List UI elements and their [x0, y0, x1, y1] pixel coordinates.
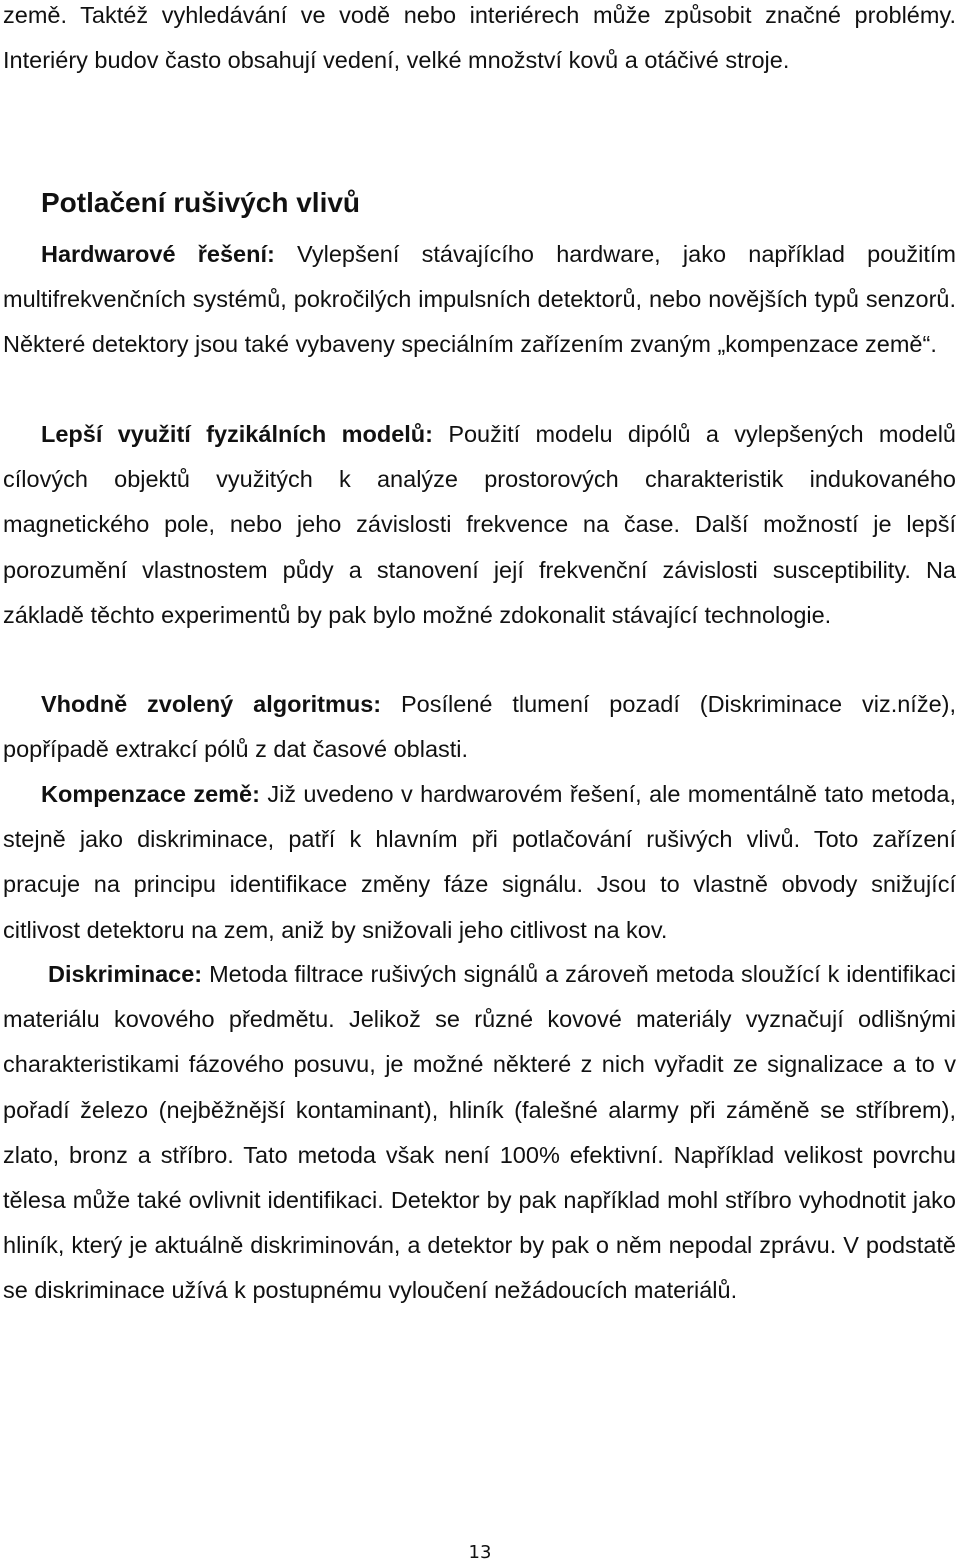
term-discrimination: Diskriminace:	[48, 961, 203, 987]
text-models: Použití modelu dipólů a vylepšených modelů cílových objektů využitých k analýze prostorových charakteristik indukovaného magnetického pole, nebo jeho závislosti frekvence na čase. Další možností je lepší porozumění vlastnostem půdy a stanovení její frekvenční závislosti susceptibility. Na základě těchto experimentů by pak bylo možné zdokonalit stávající technologie.	[3, 421, 956, 628]
text-ground: Již uvedeno v hardwarovém řešení, ale momentálně tato metoda, stejně jako diskriminace, patří k hlavním při potlačování rušivých vlivů. Toto zařízení pracuje na principu identifikace změny fáze signálu. Jsou to vlastně obvody snižující citlivost detektoru na zem, aniž by snižovali jeho citlivost na kov.	[3, 781, 956, 943]
paragraph-hardware	[3, 232, 956, 368]
paragraph-algorithm	[3, 682, 956, 772]
paragraph-models	[3, 412, 956, 638]
page-number: 13	[468, 1542, 492, 1563]
text-algorithm: Posílené tlumení pozadí (Diskriminace viz.níže), popřípadě extrakcí pólů z dat časové oblasti.	[3, 691, 957, 763]
section-heading: Potlačení rušivých vlivů	[41, 187, 361, 218]
term-ground: Kompenzace země:	[41, 781, 260, 807]
term-algorithm: Vhodně zvolený algoritmus:	[41, 691, 382, 717]
term-hardware: Hardwarové řešení:	[41, 241, 275, 267]
text-hardware: Vylepšení stávajícího hardware, jako například použitím multifrekvenčních systémů, pokročilých impulsních detektorů, nebo novějších typů senzorů. Některé detektory jsou také vybaveny speciálním zařízením zvaným „kompenzace země“.	[3, 241, 956, 358]
text-discrimination: Metoda filtrace rušivých signálů a zároveň metoda sloužící k identifikaci materiálu kovového předmětu. Jelikož se různé kovové materiály vyznačují odlišnými charakteristikami fázového posuvu, je možné některé z nich vyřadit ze signalizace a to v pořadí železo (nejběžnější kontaminant), hliník (falešné alarmy při záměně se stříbrem), zlato, bronz a stříbro. Tato metoda však není 100% efektivní. Například velikost povrchu tělesa může také ovlivnit identifikaci. Detektor by pak například mohl stříbro vyhodnotit jako hliník, který je aktuálně diskriminován, a detektor by pak o něm nepodal zprávu. V podstatě se diskriminace užívá k postupnému vyloučení nežádoucích materiálů.	[3, 961, 956, 1304]
continuation-paragraph: země. Taktéž vyhledávání ve vodě nebo interiérech může způsobit značné problémy. Interiéry budov často obsahují vedení, velké množství kovů a otáčivé stroje.	[3, 2, 956, 74]
term-models: Lepší využití fyzikálních modelů:	[41, 421, 433, 447]
paragraph-ground	[3, 772, 956, 953]
paragraph-discrimination	[3, 952, 956, 1314]
